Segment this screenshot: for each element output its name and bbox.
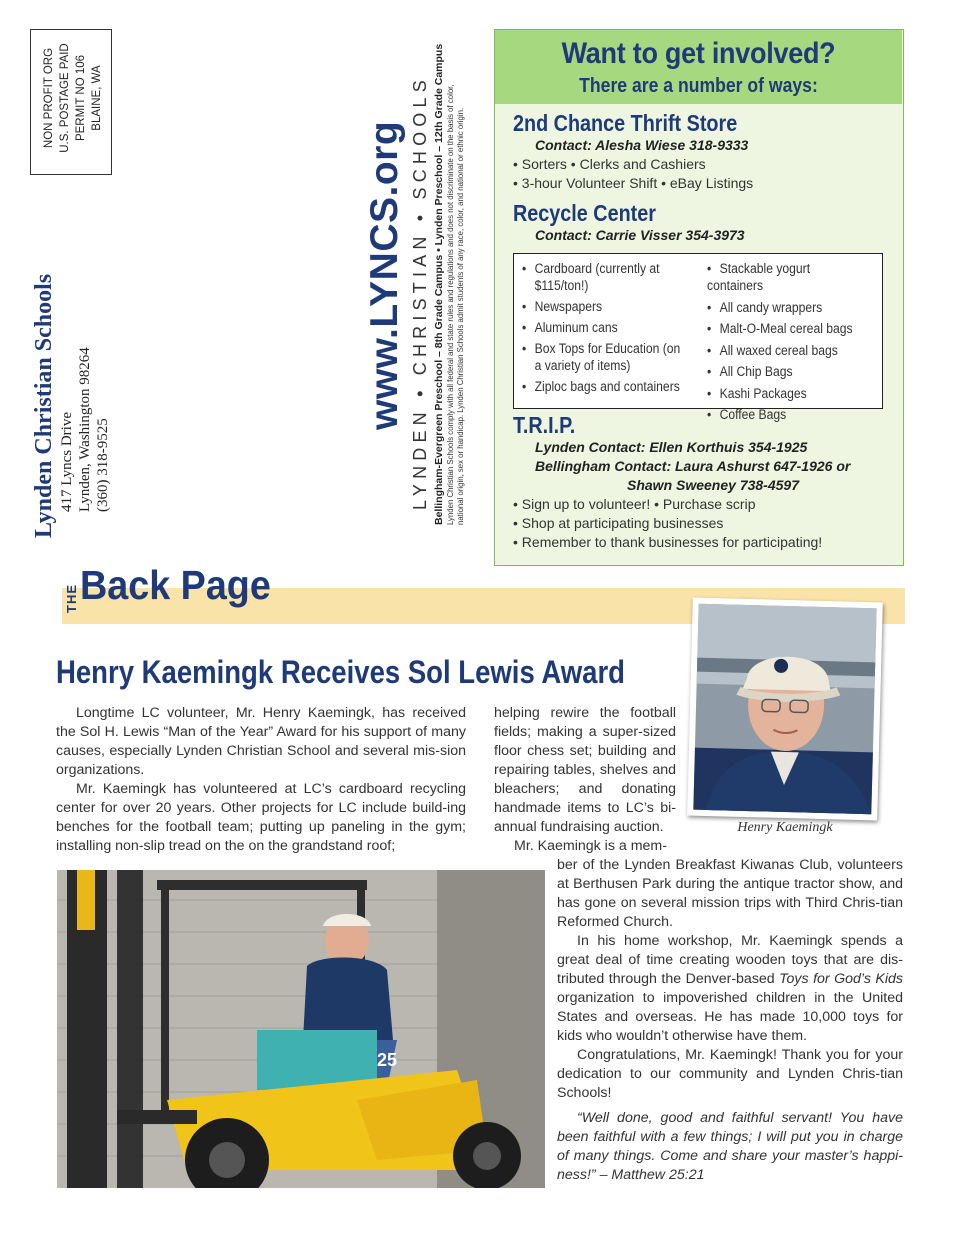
postage-text: [41, 38, 105, 158]
disclaimer-line: Lynden Christian Schools comply with all federal and state rules and regulations and does not discriminate on the basis of color,: [446, 84, 455, 525]
thrift-roles: • 3-hour Volunteer Shift • eBay Listings: [513, 175, 754, 191]
forklift-number: 25: [377, 1050, 398, 1070]
city-address: Lynden, Washington 98264: [77, 347, 93, 512]
list-item: • Ziploc bags and containers: [522, 379, 680, 394]
article-paragraph: Mr. Kaemingk is a mem-: [514, 838, 667, 854]
trip-heading: T.R.I.P.: [513, 412, 576, 438]
list-item: • All Chip Bags: [707, 364, 793, 379]
list-item: • Box Tops for Education (on: [522, 341, 681, 356]
section-title: Back Page: [80, 562, 271, 608]
thrift-section: [513, 110, 893, 193]
return-address: [30, 238, 112, 538]
forklift-photo: [57, 870, 545, 1188]
list-item: • Newspapers: [522, 299, 603, 314]
article-headline: Henry Kaemingk Receives Sol Lewis Award: [56, 654, 625, 690]
article-paragraph: ber of the Lynden Breakfast Kiwanas Club, volunteers at Berthusen Park during the antique tractor show, and has gone on several mission trips with Third Chris-tian Reformed Church.: [557, 857, 903, 930]
website-block: [362, 10, 408, 430]
article-paragraph: Longtime LC volunteer, Mr. Henry Kaemingk, has received the Sol H. Lewis “Man of the Year” Award for his support of many causes, especially Lynden Christian School and several mis-sion organizations.: [56, 705, 466, 778]
website-url[interactable]: www.LYNCS.org: [363, 120, 406, 430]
campus-list: Bellingham-Evergreen Preschool – 8th Grade Campus • Lynden Preschool – 12th Grade Campus: [433, 43, 445, 525]
thrift-heading: 2nd Chance Thrift Store: [513, 110, 738, 136]
school-wordmark: LYNDEN • CHRISTIAN • SCHOOLS: [410, 75, 430, 510]
postage-line: NON PROFIT ORG: [43, 47, 55, 149]
article-column-2: [494, 704, 676, 856]
postage-indicia: [30, 29, 112, 175]
street-address: 417 Lyncs Drive: [59, 412, 75, 512]
disclaimer-line: national origin, sex or handicap. Lynden Christian Schools admit students of any race, color, and national or ethnic origin.: [456, 107, 465, 525]
recycle-contact: Contact: Carrie Visser 354-3973: [535, 227, 745, 243]
postage-line: U.S. POSTAGE PAID: [59, 43, 71, 153]
article-paragraph: In his home workshop, Mr. Kaemingk spends a great deal of time creating wooden toys that are dis-tributed through the Denver-based Toys for God’s Kids organization to impoverished children in the United States and overseas. He has made 10,000 toys for kids who wouldn’t otherwise have them.: [557, 933, 903, 1044]
trip-section: [513, 412, 898, 552]
portrait-photo: [687, 598, 883, 821]
postage-line: PERMIT NO 106: [75, 54, 87, 142]
portrait-image: [687, 598, 883, 821]
article-column-1: [56, 704, 466, 856]
thrift-contact: Contact: Alesha Wiese 318-9333: [535, 137, 749, 153]
thrift-roles: • Sorters • Clerks and Cashiers: [513, 156, 706, 172]
recycle-section: [513, 200, 893, 245]
campus-info: [433, 35, 466, 525]
recycle-items-box: [513, 253, 883, 422]
recycle-list-right: [707, 260, 882, 423]
trip-item: • Sign up to volunteer! • Purchase scrip: [513, 496, 756, 512]
get-involved-box: [494, 29, 904, 566]
section-the: THE: [64, 584, 79, 613]
organization-name: Toys for God’s Kids: [779, 971, 903, 987]
list-item: • Cardboard (currently at: [522, 261, 660, 276]
article-column-3: [557, 856, 903, 1185]
list-item: • Malt-O-Meal cereal bags: [707, 321, 853, 336]
recycle-list-left: [522, 260, 702, 395]
postage-line: BLAINE, WA: [91, 65, 103, 131]
list-item: a variety of items): [534, 358, 631, 373]
forklift-image: [57, 870, 545, 1188]
scripture-quote: “Well done, good and faithful servant! You have been faithful with a few things; I will put you in charge of many things. Come and share your master’s happi-ness!” – Matthew 25:21: [557, 1110, 903, 1183]
photo-caption: Henry Kaemingk: [737, 820, 833, 835]
list-item: • All waxed cereal bags: [707, 342, 838, 358]
list-item: • Aluminum cans: [522, 320, 618, 335]
list-item: • Kashi Packages: [707, 385, 807, 401]
article-paragraph: Mr. Kaemingk has volunteered at LC’s cardboard recycling center for over 20 years. Other projects for LC include build-ing benches for the football team; putting up paneling in the gym; installing non-slip tread on the on the grandstand roof;: [56, 781, 466, 854]
trip-contact: Lynden Contact: Ellen Korthuis 354-1925: [535, 439, 808, 455]
recycle-heading: Recycle Center: [513, 200, 656, 226]
school-name: Lynden Christian Schools: [31, 273, 57, 538]
article-paragraph: Congratulations, Mr. Kaemingk! Thank you for your dedication to our community and Lynden Chris-tian Schools!: [557, 1047, 903, 1101]
list-item: • Stackable yogurt containers: [707, 261, 811, 293]
list-item: • All candy wrappers: [707, 299, 823, 315]
get-involved-title: Want to get involved?: [561, 37, 836, 70]
trip-contact: Bellingham Contact: Laura Ashurst 647-1926 or: [535, 458, 851, 474]
list-item: • Coffee Bags: [707, 407, 787, 422]
trip-contact: Shawn Sweeney 738-4597: [627, 477, 799, 493]
article-paragraph: helping rewire the football fields; making a super-sized floor chess set; building and repairing tables, shelves and bleachers; and donating handmade items to LC’s bi-annual fundraising auction.: [494, 705, 676, 835]
get-involved-header: [495, 30, 902, 104]
trip-item: • Remember to thank businesses for participating!: [513, 534, 823, 550]
phone-number: (360) 318-9525: [95, 418, 111, 512]
get-involved-subtitle: There are a number of ways:: [579, 75, 818, 97]
list-item: $115/ton!): [534, 278, 589, 293]
trip-item: • Shop at participating businesses: [513, 515, 724, 531]
